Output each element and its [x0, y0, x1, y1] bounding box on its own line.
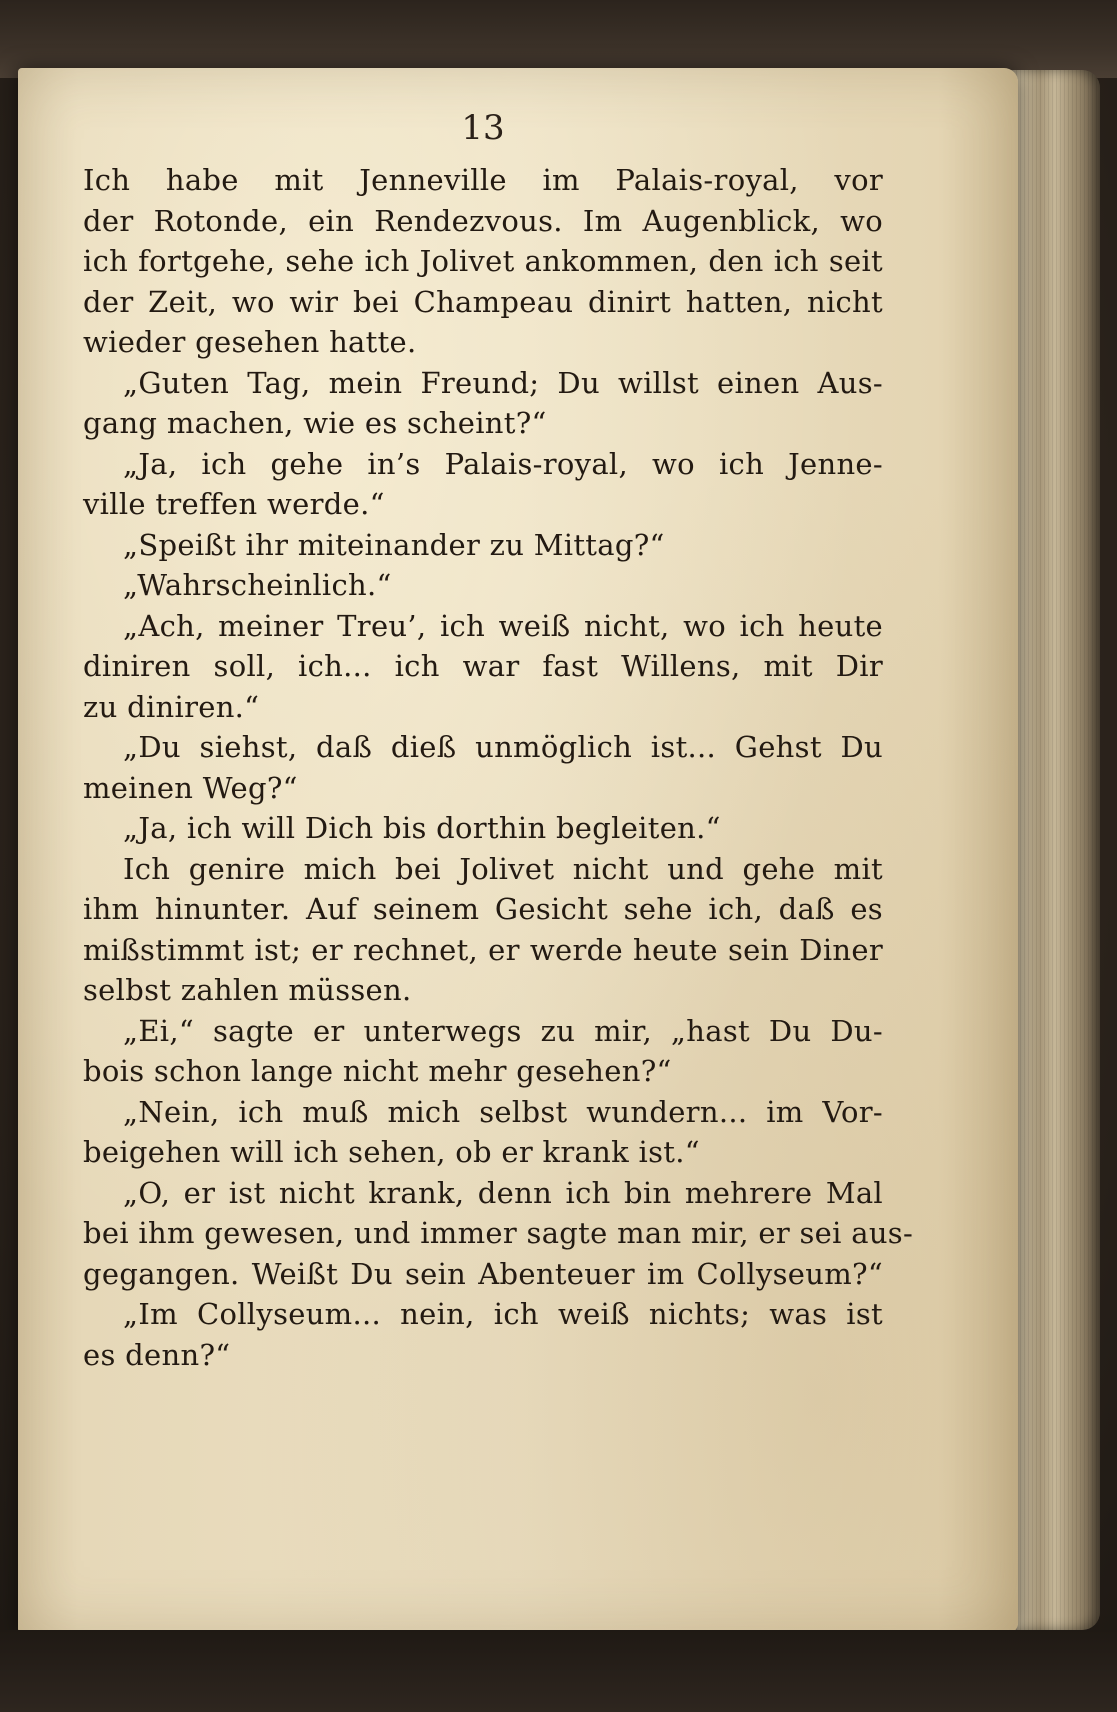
text-line: beigehen will ich sehen, ob er krank ist.“ — [83, 1135, 700, 1169]
text-line: diniren soll, ich... ich war fast Willens, mit Dir — [83, 649, 883, 683]
text-line: „Ja, ich will Dich bis dorthin begleiten.“ — [123, 811, 721, 845]
text-line: ihm hinunter. Auf seinem Gesicht sehe ich, daß es — [83, 892, 883, 926]
text-line: wieder gesehen hatte. — [83, 325, 417, 359]
text-line: „Speißt ihr miteinander zu Mittag?“ — [123, 527, 665, 562]
book-binding-bottom — [0, 1630, 1117, 1712]
text-line: Ich genire mich bei Jolivet nicht und gehe mit — [123, 851, 883, 886]
text-line: der Rotonde, ein Rendezvous. Im Augenblick, wo — [83, 203, 883, 238]
text-line: „Ach, meiner Treu’, ich weiß nicht, wo ich heute — [123, 608, 883, 643]
text-line: mißstimmt ist; er rechnet, er werde heute sein Diner — [83, 932, 883, 967]
text-line: gang machen, wie es scheint?“ — [83, 406, 547, 440]
text-line: „Guten Tag, mein Freund; Du willst einen Aus- — [123, 365, 883, 400]
text-line: ville treffen werde.“ — [83, 487, 385, 521]
book-binding-top — [0, 0, 1117, 78]
text-line: meinen Weg?“ — [83, 770, 298, 805]
text-line: es denn?“ — [83, 1337, 231, 1372]
text-line: bois schon lange nicht mehr gesehen?“ — [83, 1054, 672, 1088]
text-line: Ich habe mit Jenneville im Palais-royal, vor — [83, 163, 883, 197]
text-line: selbst zahlen müssen. — [83, 973, 412, 1007]
page-text — [83, 160, 914, 1375]
text-line: gegangen. Weißt Du sein Abenteuer im Collyseum?“ — [83, 1256, 883, 1291]
text-line: „Du siehst, daß dieß unmöglich ist... Gehst Du — [123, 730, 883, 764]
page-number: 13 — [461, 108, 505, 148]
text-line: „Wahrscheinlich.“ — [123, 568, 392, 602]
text-line: „Ja, ich gehe in’s Palais-royal, wo ich Jenne- — [123, 446, 883, 481]
text-line: der Zeit, wo wir bei Champeau dinirt hatten, nicht — [83, 284, 883, 319]
book-page — [18, 68, 1018, 1633]
text-line: bei ihm gewesen, und immer sagte man mir, er sei aus- — [83, 1216, 914, 1250]
text-line: „O, er ist nicht krank, denn ich bin mehrere Mal — [123, 1175, 883, 1210]
text-line: zu diniren.“ — [83, 689, 260, 724]
text-line: „Im Collyseum... nein, ich weiß nichts; was ist — [123, 1297, 883, 1331]
text-line: „Nein, ich muß mich selbst wundern... im Vor- — [123, 1094, 883, 1129]
text-line: ich fortgehe, sehe ich Jolivet ankommen, den ich seit — [83, 244, 883, 278]
text-line: „Ei,“ sagte er unterwegs zu mir, „hast Du Du- — [123, 1013, 883, 1048]
